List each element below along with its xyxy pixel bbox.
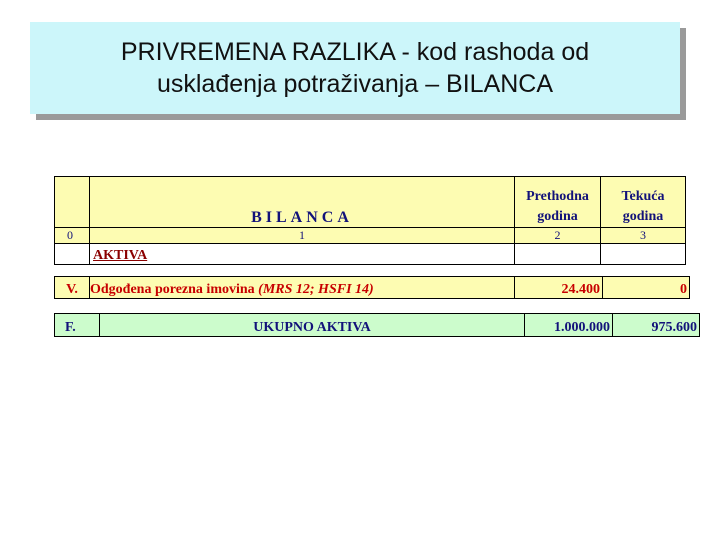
aktiva-row <box>55 244 686 265</box>
header-prev-line2: godina <box>537 209 578 224</box>
row-v-label: Odgođena porezna imovina <box>90 282 255 297</box>
row-v-prev: 24.400 <box>515 277 603 299</box>
header-row <box>55 177 686 228</box>
aktiva-label: AKTIVA <box>90 244 515 265</box>
aktiva-cell-prev <box>515 244 601 265</box>
column-number-0: 0 <box>55 228 90 244</box>
balance-header-table <box>54 176 686 265</box>
total-assets-table <box>54 313 700 337</box>
row-f-prev: 1.000.000 <box>525 314 613 337</box>
table-row <box>55 277 690 299</box>
header-curr-line2: godina <box>622 209 664 224</box>
row-f-curr: 975.600 <box>613 314 700 337</box>
row-v-code: V. <box>55 277 90 299</box>
title-line-2: usklađenja potraživanja – BILANCA <box>156 70 554 98</box>
header-prev-year <box>515 177 601 228</box>
row-f-label: UKUPNO AKTIVA <box>100 314 525 337</box>
column-number-2: 2 <box>515 228 601 244</box>
header-prev-line1: Prethodna <box>526 189 589 204</box>
row-v-label-cell <box>90 277 515 299</box>
column-number-3: 3 <box>601 228 686 244</box>
header-curr-year <box>601 177 686 228</box>
aktiva-cell-empty <box>55 244 90 265</box>
deferred-tax-row-table <box>54 276 690 299</box>
header-curr-line1: Tekuća <box>621 189 665 204</box>
aktiva-cell-curr <box>601 244 686 265</box>
title-line-1: PRIVREMENA RAZLIKA - kod rashoda od <box>120 38 590 66</box>
title-box <box>30 22 680 114</box>
row-f-code: F. <box>55 314 100 337</box>
table-row <box>55 314 700 337</box>
column-number-1: 1 <box>90 228 515 244</box>
header-cell-empty <box>55 177 90 228</box>
row-v-label-note: (MRS 12; HSFI 14) <box>258 282 374 297</box>
column-number-row <box>55 228 686 244</box>
row-v-curr: 0 <box>603 277 690 299</box>
header-bilanca: BILANCA <box>90 177 515 228</box>
